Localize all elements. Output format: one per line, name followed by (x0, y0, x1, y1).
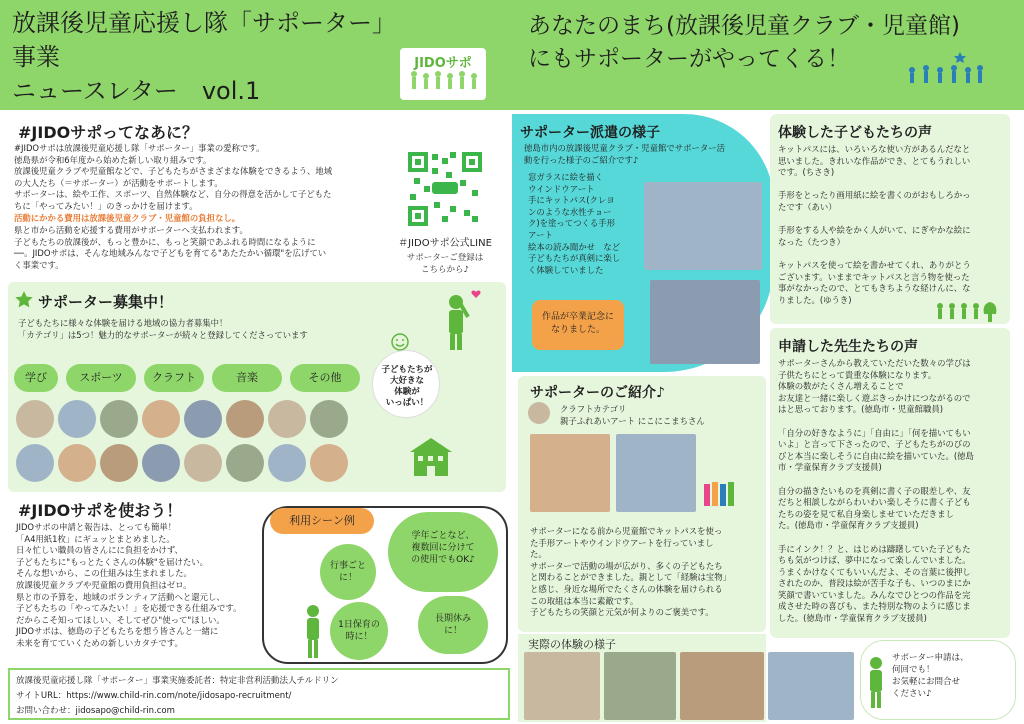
star-icon (14, 290, 34, 310)
apply-text: サポーター申請は、 何回でも！ お気軽にお問合せ ください♪ (892, 653, 969, 699)
person-standing-icon (864, 656, 888, 710)
photos-title: 実際の体験の様子 (528, 638, 616, 651)
kids-voice-body: キットパスには、いろいろな使い方があるんだなと 思いました。きれいな作品ができ、とてもうれしい です。(ちさき) 手形をとったり画用紙に絵を書くのがおもしろかっ たです（あい） 手形をする人や絵をかく人がいて、にぎやかな絵に なった（たつき） キットパスを使って絵を書かせてくれ、ありがとう ございます。いままでキットパスと言う物を使った 事がなかったので、とてもきちような経けんに、な りました。(ゆうき) (778, 144, 971, 305)
supporter-photo (184, 400, 222, 438)
supporter-photo (310, 444, 348, 482)
category-music: 音楽 (212, 364, 282, 392)
crayons-icon (702, 478, 742, 508)
supporter-photo (310, 400, 348, 438)
children-silhouette-icon (400, 48, 486, 100)
supporter-photo-portrait (530, 434, 610, 512)
dispatch-title: サポーター派遣の様子 (520, 125, 660, 141)
supporter-photo (268, 400, 306, 438)
footer-sponsor: 放課後児童応援し隊「サポーター」事業実施委託者：特定非営利活動法人チルドリン (16, 676, 339, 686)
what-title: #JIDOサポってなあに？ (18, 123, 199, 142)
teacher-voice-title: 申請した先生たちの声 (778, 339, 918, 355)
jidosapo-logo (400, 48, 486, 100)
dispatch-body: 窓ガラスに絵を描く ウインドウアート 手にキットパス(クレヨ ンのような水性チョー ク)を塗ってつくる手形 アート 絵本の読み聞かせ など 子どもたちが真剣に楽し く体験していました (528, 172, 621, 275)
scene-multiple: 学年ごとなど、 複数回に分けて の使用でもOK♪ (388, 512, 498, 592)
supporter-photo (16, 400, 54, 438)
bubble-text: 子どもたちが 大好きな 体験が いっぱい！ (381, 365, 433, 408)
recruit-title: サポーター募集中！ (38, 293, 174, 311)
category-sports: スポーツ (66, 364, 136, 392)
supporter-photo (142, 444, 180, 482)
supporter-photo (226, 444, 264, 482)
title-line-2: ニュースレター vol.1 (12, 77, 261, 105)
intro-category: クラフトカテゴリ (560, 404, 627, 414)
intro-body: サポーターになる前から児童館でキットパスを使っ た手形アートやウインドウアートを行っていまし た。 サポーターで活動の場が広がり、多くの子どもたち と関わることができました。親として「経験は宝物」 と感じ、身近な場所でたくさんの体験を届けられる この取組は本当に素敵です。 子どもたちの笑顔と元気が何よりのご褒美です。 (530, 526, 731, 618)
category-manabi: 学び (14, 364, 58, 392)
supporter-photo (16, 444, 54, 482)
intro-title: サポーターのご紹介♪ (530, 385, 665, 401)
activity-photo (524, 652, 600, 720)
recruit-body: 子どもたちに様々な体験を届ける地域の協力者募集中！ 「カテゴリ」は5つ！魅力的なサポーターが続々と登録してくださっています (18, 318, 308, 340)
activity-photo (768, 652, 854, 720)
children-playing-icon (900, 46, 990, 96)
what-body-b: 県と市から活動を応援する費用がサポーターへ支払われます。 子どもたちの放課後が、もっと豊かに、もっと笑顔であふれる時間になるように ──。JIDOサポは、そんな地域みんなで子どもを育てる"あたたかい循環"を広げてい く事業です。 (14, 225, 327, 270)
supporter-photo (226, 400, 264, 438)
scene-event: 行事ごと に！ (320, 544, 376, 600)
supporter-photo (100, 400, 138, 438)
newsletter-title (12, 6, 412, 108)
graduation-note: 作品が卒業記念に なりました。 (532, 300, 624, 350)
kids-love-bubble (372, 350, 440, 418)
kids-voice-title: 体験した子どもたちの声 (778, 125, 932, 141)
right-headline-line-1: あなたのまち(放課後児童クラブ・児童館) (528, 13, 960, 39)
supporter-photo-window-art (616, 434, 696, 512)
logo-text: JIDOサポ (414, 56, 472, 71)
supporter-photo (184, 444, 222, 482)
activity-photo (604, 652, 676, 720)
dispatch-photo-group (644, 182, 762, 270)
smile-icon (390, 332, 410, 352)
use-title: #JIDOサポを使おう！ (18, 501, 183, 520)
supporter-photo (58, 444, 96, 482)
what-highlight: 活動にかかる費用は放課後児童クラブ・児童館の負担なし。 (14, 213, 241, 223)
intro-name: 親子ふれあいアート にこにこまちさん (560, 416, 705, 426)
footer-url[interactable]: サイトURL：https://www.child-rin.com/note/jidosapo-recruitment/ (16, 691, 292, 701)
supporter-photo (142, 400, 180, 438)
supporter-avatar (528, 402, 550, 424)
use-body: JIDOサポの申請と報告は、とっても簡単！ 「A4用紙1枚」にギュッとまとめました。 日々忙しい職員の皆さんにに負担をかけず、 子どもたちに"もっとたくさんの体験"を届けたい。 そんな想いから、この仕組みは生まれました。 放課後児童クラブや児童館の費用負担はゼロ。 県と市の予算を、地域のボランティア活動へと還元し、 子どもたちの「やってみたい！」を応援できる仕組みです。 だからこそ知ってほしい、そしてぜひ"使って"ほしい。 JIDOサポは、徳島の子どもたちを想う皆さんと一緒に 未来を育てていくための新しいカタチです。 (16, 522, 242, 648)
scene-long-holiday: 長期休み に！ (418, 596, 488, 654)
use-scenes-tag: 利用シーン例 (270, 508, 374, 534)
person-waving-icon (436, 288, 486, 352)
supporter-photo (58, 400, 96, 438)
activity-photo (680, 652, 764, 720)
line-qr-code[interactable] (406, 150, 484, 228)
what-body-a: #JIDOサポは放課後児童応援し隊「サポーター」事業の愛称です。 徳島県が令和6年度から始めた新しい取り組みです。 放課後児童クラブや児童館などで、子どもたちがさまざまな体験をできるよう、地域 の大人たち（＝サポーター）が活動をサポートします。 サポーターは、絵や工作、スポーツ、自然体験など、自分の得意を活かして子どもた ちに「やってみたい！」のきっかけを届けます。 (14, 143, 333, 211)
qr-caption: ＃JIDOサポ公式LINE (398, 238, 492, 249)
qr-subcaption: サポーターご登録は こちらから♪ (406, 253, 484, 275)
right-headline-line-2: にもサポーターがやってくる！ (528, 46, 850, 72)
dispatch-lead: 徳島市内の放課後児童クラブ・児童館でサポーター活 動を行った様子のご紹介です♪ (524, 143, 725, 165)
supporter-photo (268, 444, 306, 482)
children-row-icon (934, 300, 1006, 324)
category-other: その他 (290, 364, 360, 392)
category-craft: クラフト (144, 364, 204, 392)
footer-contact[interactable]: お問い合わせ：jidosapo@child-rin.com (16, 706, 175, 716)
teacher-voice-body: サポーターさんから教えていただいた数々の学びは 子供たちにとって貴重な体験になります。 体験の数がたくさん増えることで お友達と一緒に楽しく遊ぶきっかけにつながるので はと思っております。(徳島市・児童館職員) 「自分の好きなように」「自由に」「何を描いてもい いよ」と言って下さったので、子どもたちがのびの びと本当に楽しそうに自由に絵を描いていた。(徳島 市・学童保育クラブ支援員) 自分の描きたいものを真剣に書く子の眼差しや、友 だちと相談しながらわいわい楽しそうに書く子ども たちの姿を見て私自身楽しませていただきまし た。(徳島市・学童保育クラブ支援員) 手にインク！？と、はじめは躊躇していた子どもた ちも気がつけば、夢中になって楽しんでいました。 うまくかけなくてもいいんだよ、その言葉に後押し されたのか、普段は絵が苦手な子も、いつのまにか 笑顔で書いていました。みんなでひとつの作品を完 成させた時の喜びも、また特別な物のように感じま した。(徳島市・学童保育クラブ支援員) (778, 358, 974, 624)
supporter-photo (100, 444, 138, 482)
school-building-icon (408, 436, 454, 478)
person-standing-icon (300, 604, 326, 660)
scene-full-day: 1日保育の 時に！ (330, 602, 388, 660)
dispatch-photo-window (650, 280, 760, 364)
title-line-1: 放課後児童応援し隊「サポーター」事業 (12, 9, 396, 71)
